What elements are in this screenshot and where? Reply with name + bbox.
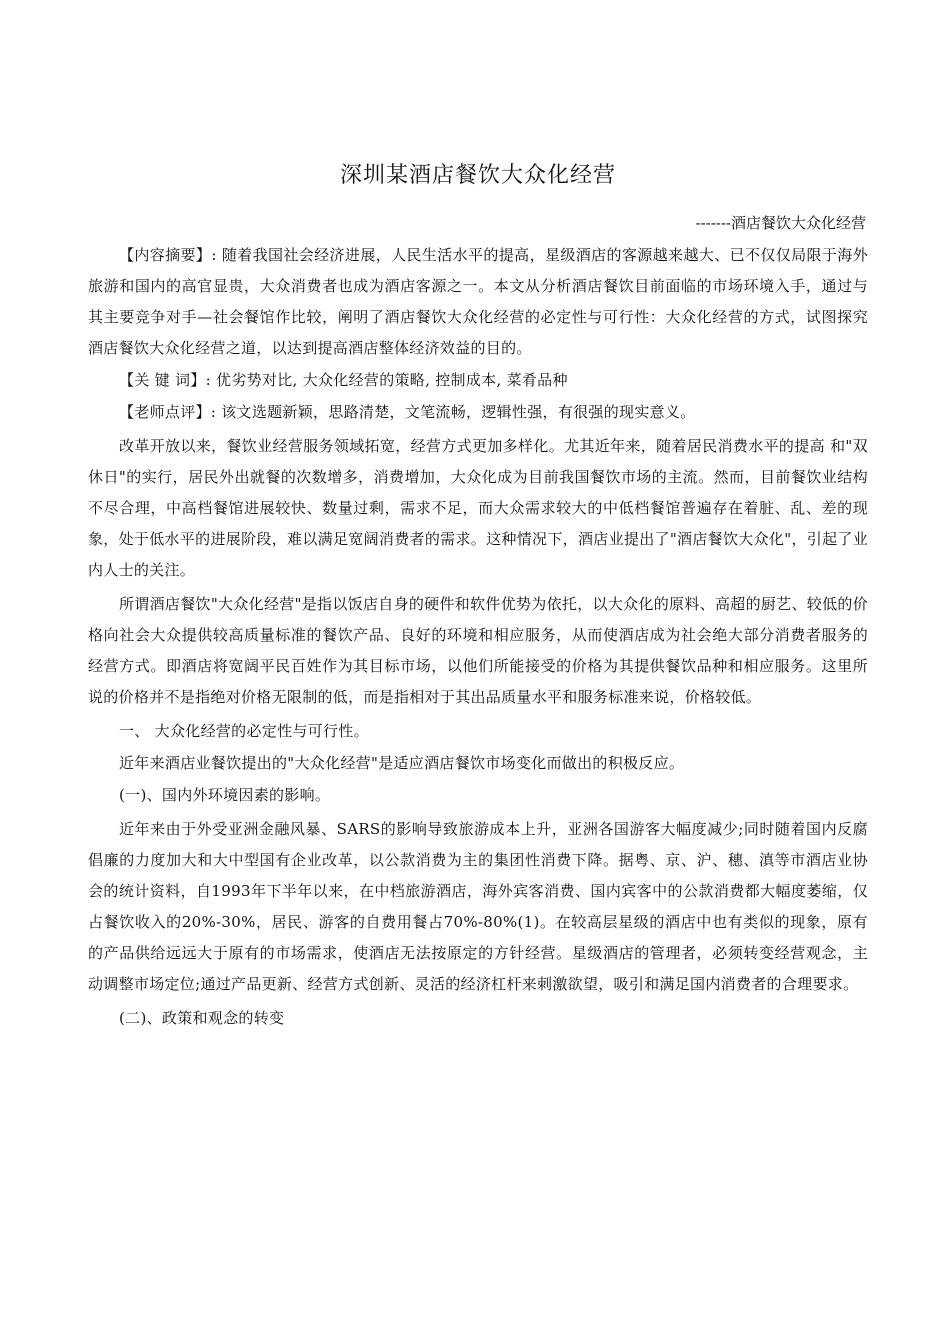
body-paragraph: 所谓酒店餐饮"大众化经营"是指以饭店自身的硬件和软件优势为依托，以大众化的原料、高超的厨艺、较低的价格向社会大众提供较高质量标准的餐饮产品、良好的环境和相应服务，从而使酒店成为社会绝大部分消费者服务的经营方式。即酒店将宽阔平民百姓作为其目标市场，以他们所能接受的价格为其提供餐饮品种和相应服务。这里所说的价格并不是指绝对价格无限制的低，而是指相对于其出品质量水平和服务标准来说，价格较低。	[88, 595, 868, 706]
teacher-comment-paragraph: 【老师点评】: 该文选题新颖，思路清楚，文笔流畅，逻辑性强，有很强的现实意义。	[119, 403, 696, 421]
subsection-heading: (二)、政策和观念的转变	[119, 1009, 285, 1027]
body-paragraph: 改革开放以来，餐饮业经营服务领域拓宽，经营方式更加多样化。尤其近年来，随着居民消费水平的提高 和"双休日"的实行，居民外出就餐的次数增多，消费增加，大众化成为目前我国餐饮市场的主流。然而，目前餐饮业结构不尽合理，中高档餐馆进展较快、数量过剩，需求不足，而大众需求较大的中低档餐馆普遍存在着脏、乱、差的现象，处于低水平的进展阶段，难以满足宽阔消费者的需求。这种情况下，酒店业提出了"酒店餐饮大众化"，引起了业内人士的关注。	[88, 437, 868, 579]
subsection-heading: (一)、国内外环境因素的影响。	[119, 786, 331, 804]
document-subtitle: -------酒店餐饮大众化经营	[695, 214, 866, 232]
keywords-paragraph: 【关 键 词】: 优劣势对比, 大众化经营的策略, 控制成本, 菜肴品种	[119, 371, 568, 389]
document-body	[88, 240, 868, 1034]
body-paragraph: 近年来酒店业餐饮提出的"大众化经营"是适应酒店餐饮市场变化而做出的积极反应。	[119, 754, 685, 772]
section-heading: 一、 大众化经营的必定性与可行性。	[119, 722, 369, 740]
document-title: 深圳某酒店餐饮大众化经营	[339, 163, 616, 188]
abstract-paragraph: 【内容摘要】: 随着我国社会经济进展，人民生活水平的提高，星级酒店的客源越来越大、已不仅仅局限于海外旅游和国内的高官显贵，大众消费者也成为酒店客源之一。本文从分析酒店餐饮目前面临的市场环境入手，通过与其主要竞争对手—社会餐馆作比较，阐明了酒店餐饮大众化经营的必定性与可行性：大众化经营的方式，试图探究酒店餐饮大众化经营之道，以达到提高酒店整体经济效益的目的。	[88, 246, 868, 357]
body-paragraph: 近年来由于外受亚洲金融风暴、SARS的影响导致旅游成本上升，亚洲各国游客大幅度减少;同时随着国内反腐倡廉的力度加大和大中型国有企业改革，以公款消费为主的集团性消费下降。据粤、京、沪、穗、滇等市酒店业协会的统计资料，自1993年下半年以来，在中档旅游酒店，海外宾客消费、国内宾客中的公款消费都大幅度萎缩，仅占餐饮收入的20%-30%，居民、游客的自费用餐占70%-80%(1)。在较高层星级的酒店中也有类似的现象，原有的产品供给远远大于原有的市场需求，使酒店无法按原定的方针经营。星级酒店的管理者，必须转变经营观念，主动调整市场定位;通过产品更新、经营方式创新、灵活的经济杠杆来刺激欲望，吸引和满足国内消费者的合理要求。	[88, 820, 868, 993]
